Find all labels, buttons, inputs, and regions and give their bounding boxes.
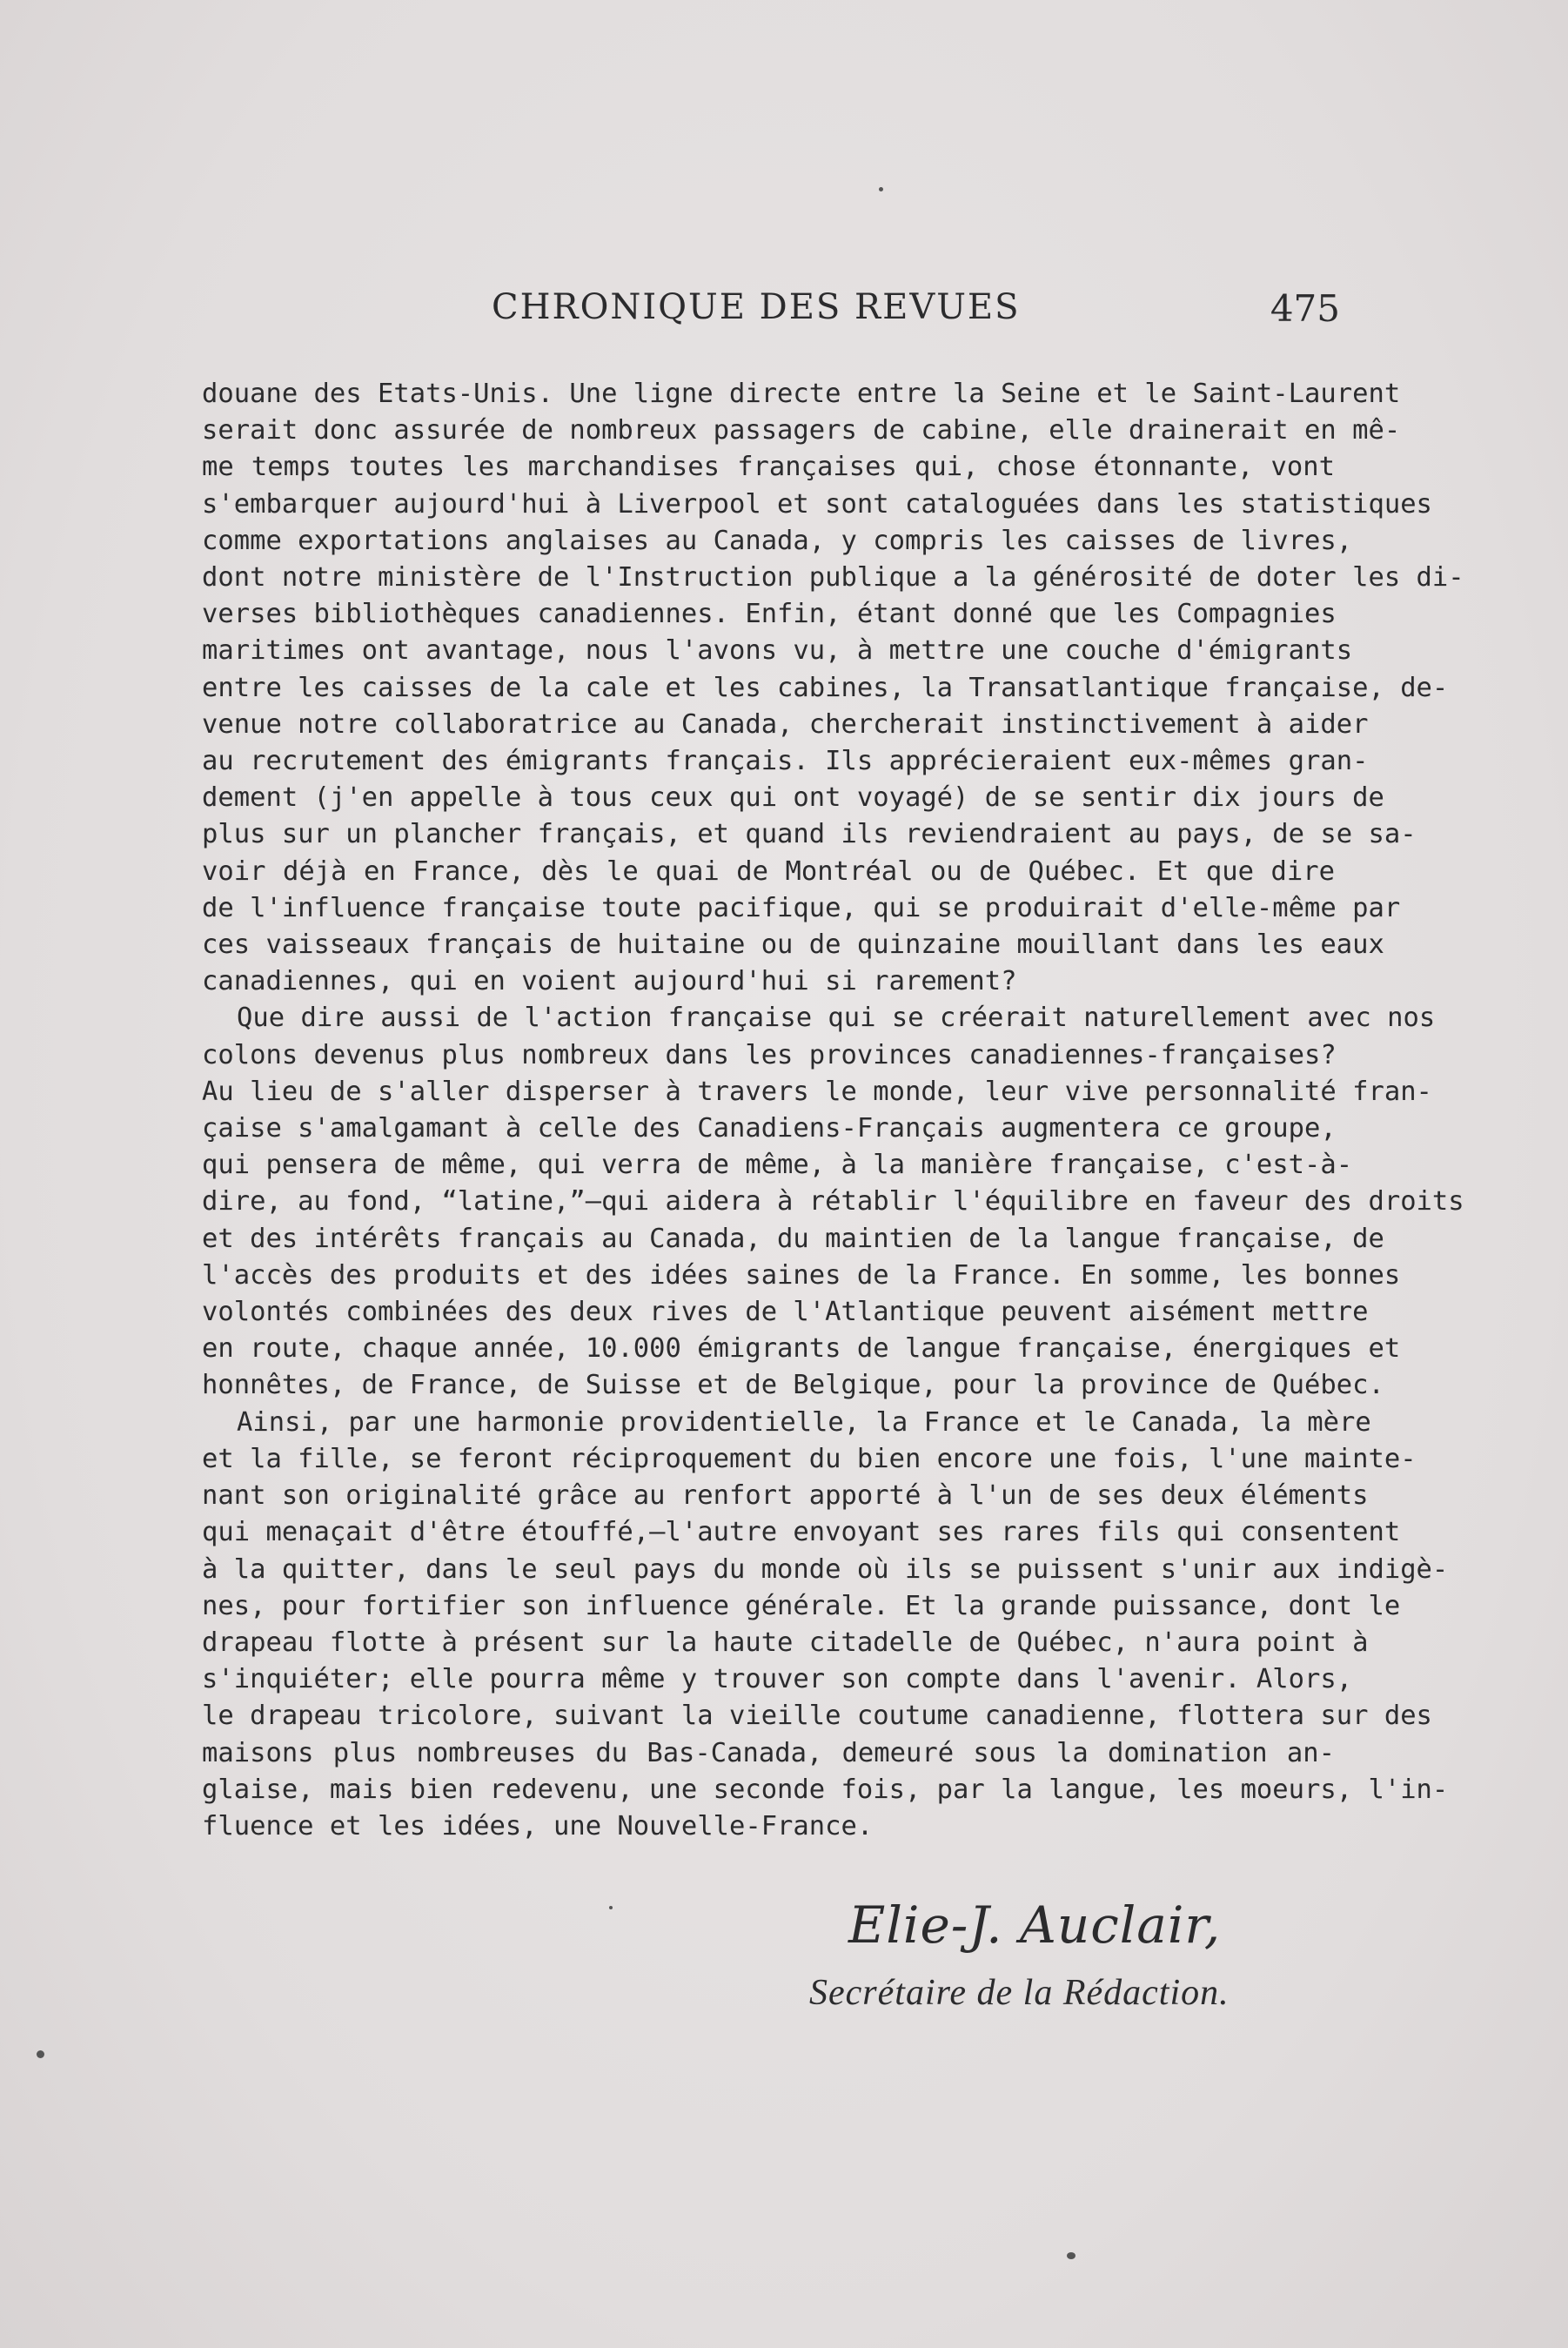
signature-name: Elie-J. Auclair, [848, 1895, 1222, 1955]
text-line: me temps toutes les marchandises françaises qui, chose étonnante, vont [202, 452, 1335, 483]
text-line: çaise s'amalgamant à celle des Canadiens-Français augmentera ce groupe, [202, 1113, 1337, 1144]
text-line: nes, pour fortifier son influence générale. Et la grande puissance, dont le [202, 1590, 1401, 1621]
text-line: fluence et les idées, une Nouvelle-France. [202, 1810, 874, 1842]
signature-block [809, 1895, 1331, 2014]
text-line: verses bibliothèques canadiennes. Enfin, étant donné que les Compagnies [202, 599, 1337, 630]
text-line: qui menaçait d'être étouffé,—l'autre envoyant ses rares fils qui consentent [202, 1517, 1401, 1548]
paragraph [202, 376, 1464, 1000]
page-speck [1067, 2252, 1075, 2259]
text-line: le drapeau tricolore, suivant la vieille coutume canadienne, flottera sur des [202, 1701, 1432, 1732]
text-line: et des intérêts français au Canada, du maintien de la langue française, de [202, 1223, 1384, 1254]
text-line: et la fille, se feront réciproquement du bien encore une fois, l'une mainte- [202, 1443, 1417, 1474]
page-number: 475 [1270, 287, 1340, 330]
text-line: maisons plus nombreuses du Bas-Canada, demeuré sous la domination an- [202, 1737, 1335, 1768]
text-line: dement (j'en appelle à tous ceux qui ont voyagé) de se sentir dix jours de [202, 782, 1384, 814]
text-line: canadiennes, qui en voient aujourd'hui si rarement? [202, 966, 1017, 997]
text-line: qui pensera de même, qui verra de même, à la manière française, c'est-à- [202, 1150, 1353, 1181]
running-title: CHRONIQUE DES REVUES [492, 287, 1021, 327]
text-line: honnêtes, de France, de Suisse et de Belgique, pour la province de Québec. [202, 1370, 1384, 1401]
text-line: de l'influence française toute pacifique, qui se produirait d'elle-même par [202, 892, 1401, 923]
text-line: entre les caisses de la cale et les cabines, la Transatlantique française, de- [202, 672, 1449, 703]
text-line: drapeau flotte à présent sur la haute citadelle de Québec, n'aura point à [202, 1627, 1369, 1658]
text-line: s'inquiéter; elle pourra même y trouver son compte dans l'avenir. Alors, [202, 1664, 1353, 1695]
running-head [200, 287, 1340, 331]
page-speck [609, 1906, 613, 1909]
text-line: l'accès des produits et des idées saines de la France. En somme, les bonnes [202, 1259, 1401, 1291]
text-line: Ainsi, par une harmonie providentielle, la France et le Canada, la mère [237, 1406, 1371, 1438]
page-speck [879, 187, 883, 191]
text-line: comme exportations anglaises au Canada, y compris les caisses de livres, [202, 525, 1353, 556]
text-line: serait donc assurée de nombreux passagers de cabine, elle drainerait en mê- [202, 415, 1401, 446]
text-line: au recrutement des émigrants français. Ils apprécieraient eux-mêmes gran- [202, 746, 1369, 777]
text-line: colons devenus plus nombreux dans les provinces canadiennes-françaises? [202, 1039, 1337, 1070]
text-line: plus sur un plancher français, et quand ils reviendraient au pays, de se sa- [202, 819, 1417, 850]
text-line: volontés combinées des deux rives de l'Atlantique peuvent aisément mettre [202, 1297, 1369, 1328]
text-line: en route, chaque année, 10.000 émigrants de langue française, énergiques et [202, 1333, 1401, 1365]
text-line: à la quitter, dans le seul pays du monde où ils se puissent s'unir aux indigè- [202, 1553, 1449, 1585]
text-line: nant son originalité grâce au renfort apporté à l'un de ses deux éléments [202, 1480, 1369, 1512]
text-line: dire, au fond, “latine,”—qui aidera à rétablir l'équilibre en faveur des droits [202, 1186, 1464, 1218]
paragraph [202, 1405, 1449, 1845]
text-line: s'embarquer aujourd'hui à Liverpool et sont cataloguées dans les statistiques [202, 488, 1432, 520]
body-text [202, 376, 1464, 1845]
text-line: douane des Etats-Unis. Une ligne directe entre la Seine et le Saint-Laurent [202, 379, 1401, 409]
text-line: Au lieu de s'aller disperser à travers le monde, leur vive personnalité fran- [202, 1076, 1432, 1107]
text-line: glaise, mais bien redevenu, une seconde fois, par la langue, les moeurs, l'in- [202, 1774, 1449, 1805]
text-line: ces vaisseaux français de huitaine ou de quinzaine mouillant dans les eaux [202, 929, 1384, 961]
paragraph [202, 1000, 1464, 1404]
text-line: dont notre ministère de l'Instruction publique a la générosité de doter les di- [202, 562, 1464, 594]
text-line: maritimes ont avantage, nous l'avons vu, à mettre une couche d'émigrants [202, 635, 1353, 667]
text-line: Que dire aussi de l'action française qui se créerait naturellement avec nos [237, 1003, 1436, 1034]
signature-title: Secrétaire de la Rédaction. [809, 1973, 1230, 2013]
page-speck [37, 2050, 44, 2058]
text-line: venue notre collaboratrice au Canada, chercherait instinctivement à aider [202, 708, 1369, 740]
text-line: voir déjà en France, dès le quai de Montréal ou de Québec. Et que dire [202, 855, 1335, 887]
